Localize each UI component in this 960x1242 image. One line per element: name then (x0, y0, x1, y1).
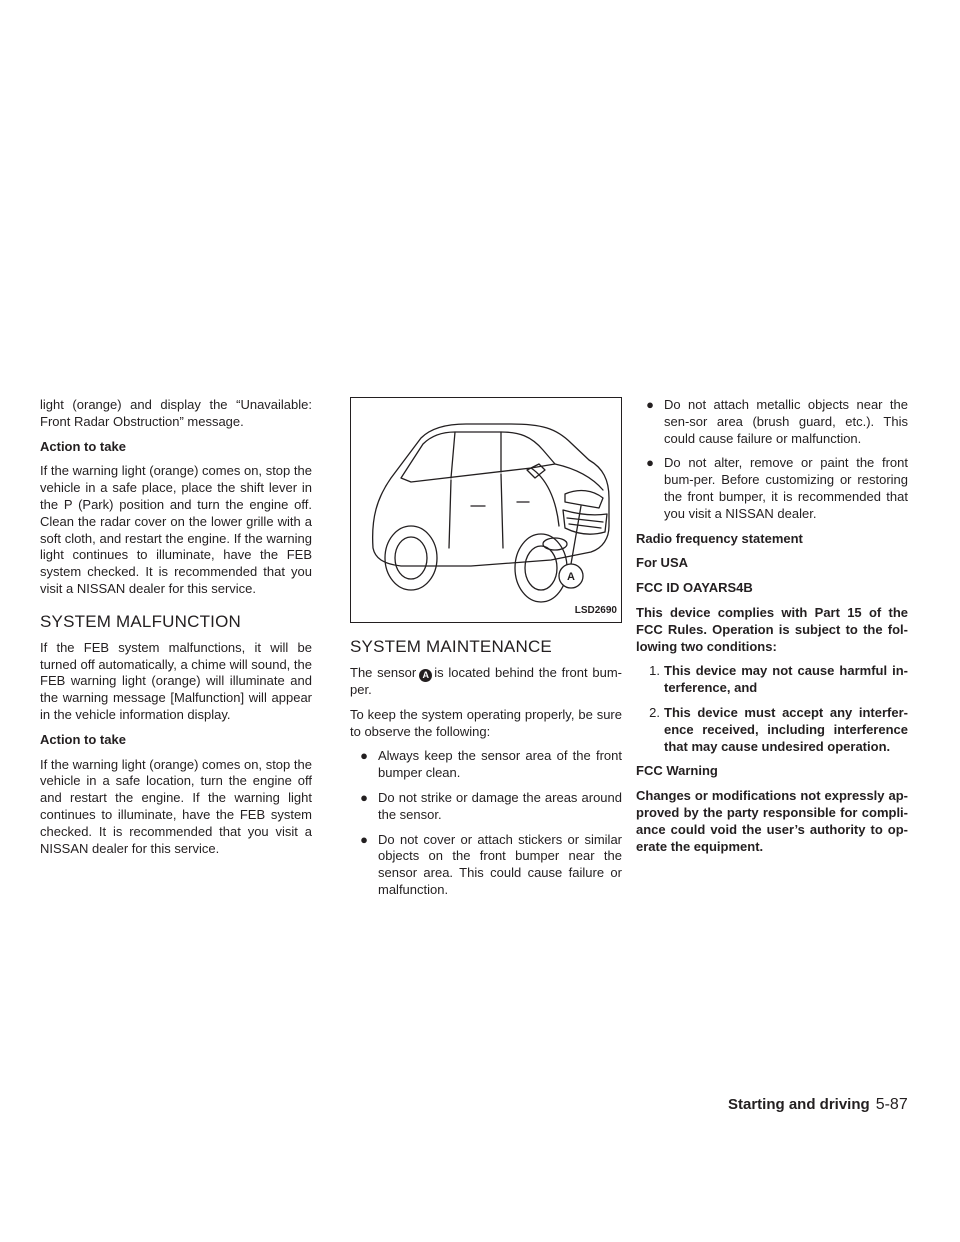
bullet-mark: ● (646, 455, 654, 471)
list-item-text: Do not strike or damage the areas around the sensor. (378, 789, 622, 822)
vehicle-figure (350, 397, 622, 623)
action-paragraph-1: If the warning light (orange) comes on, stop the vehicle in a safe place, place the shift lever in the P (Park) position and turn the engine off. Clean the radar cover on the lower grille with a soft cloth, and restart the engine. If the warning light continues to illuminate, have the FEB system checked. It is recommended that you visit a NISSAN dealer for this service. (40, 463, 312, 596)
sensor-paragraph (350, 665, 622, 699)
list-item (350, 790, 622, 824)
figure-code: LSD2690 (574, 605, 617, 617)
malfunction-paragraph: If the FEB system malfunctions, it will be turned off automatically, a chime will sound, the FEB warning light (orange) will illuminate and the warning message [Malfunction] will appear in the vehicle information display. (40, 639, 312, 722)
radio-heading: Radio frequency statement (636, 530, 803, 546)
list-number: 2. (649, 704, 660, 720)
list-number: 1. (649, 663, 660, 679)
fcc-id: FCC ID OAYARS4B (636, 580, 753, 596)
bullet-mark: ● (360, 789, 368, 805)
list-item (636, 663, 908, 697)
sensor-text-before: The sensor (350, 665, 417, 680)
list-item-text: Do not alter, remove or paint the front bum-per. Before customizing or restoring the front bumper, it is recommended that you visit a NISSAN dealer. (664, 455, 908, 521)
list-item-text: This device may not cause harmful in-terference, and (664, 663, 908, 696)
compliance-paragraph: This device complies with Part 15 of the FCC Rules. Operation is subject to the fol-lowing two conditions: (636, 604, 908, 654)
list-item-text: Do not cover or attach stickers or similar objects on the front bumper near the sensor area. This could cause failure or malfunction. (378, 831, 622, 897)
page-number: 5-87 (875, 1096, 908, 1113)
callout-marker: A (419, 669, 432, 682)
list-item-text: This device must accept any interfer-ence received, including interference that may cause undesired operation. (664, 704, 908, 754)
list-item (636, 397, 908, 447)
left-column (40, 397, 312, 865)
action-heading-1: Action to take (40, 438, 126, 454)
footer-section-title: Starting and driving (728, 1096, 870, 1113)
list-item (350, 748, 622, 782)
bullet-mark: ● (646, 397, 654, 412)
section-heading-malfunction: SYSTEM MALFUNCTION (40, 611, 242, 631)
list-item (636, 455, 908, 522)
fcc-warning-heading: FCC Warning (636, 763, 718, 779)
vehicle-illustration (351, 398, 621, 622)
list-item (636, 705, 908, 755)
continued-paragraph: light (orange) and display the “Unavailable: Front Radar Obstruction” message. (40, 397, 312, 429)
page-footer (728, 1096, 908, 1114)
fcc-warning-paragraph: Changes or modifications not expressly ap-proved by the party responsible for compli-ance could void the user’s authority to op-erate the equipment. (636, 788, 908, 854)
sensor-text-after: is located behind the front bum-per. (350, 665, 622, 697)
middle-column (350, 397, 622, 907)
list-item-text: Always keep the sensor area of the front bumper clean. (378, 748, 622, 781)
bullet-mark: ● (360, 831, 368, 847)
observe-paragraph: To keep the system operating properly, be sure to observe the following: (350, 706, 622, 739)
list-item (350, 832, 622, 899)
usa-heading: For USA (636, 555, 688, 571)
right-column (636, 397, 908, 863)
callout-label: A (567, 571, 575, 583)
section-heading-maintenance: SYSTEM MAINTENANCE (350, 637, 552, 656)
list-item-text: Do not attach metallic objects near the sen-sor area (brush guard, etc.). This could cause failure or malfunction. (664, 397, 908, 446)
action-heading-2: Action to take (40, 731, 126, 747)
bullet-mark: ● (360, 748, 368, 764)
action-paragraph-2: If the warning light (orange) comes on, stop the vehicle in a safe location, turn the engine off and restart the engine. If the warning light continues to illuminate, have the FEB system checked. It is recommended that you visit a NISSAN dealer for this service. (40, 756, 312, 856)
